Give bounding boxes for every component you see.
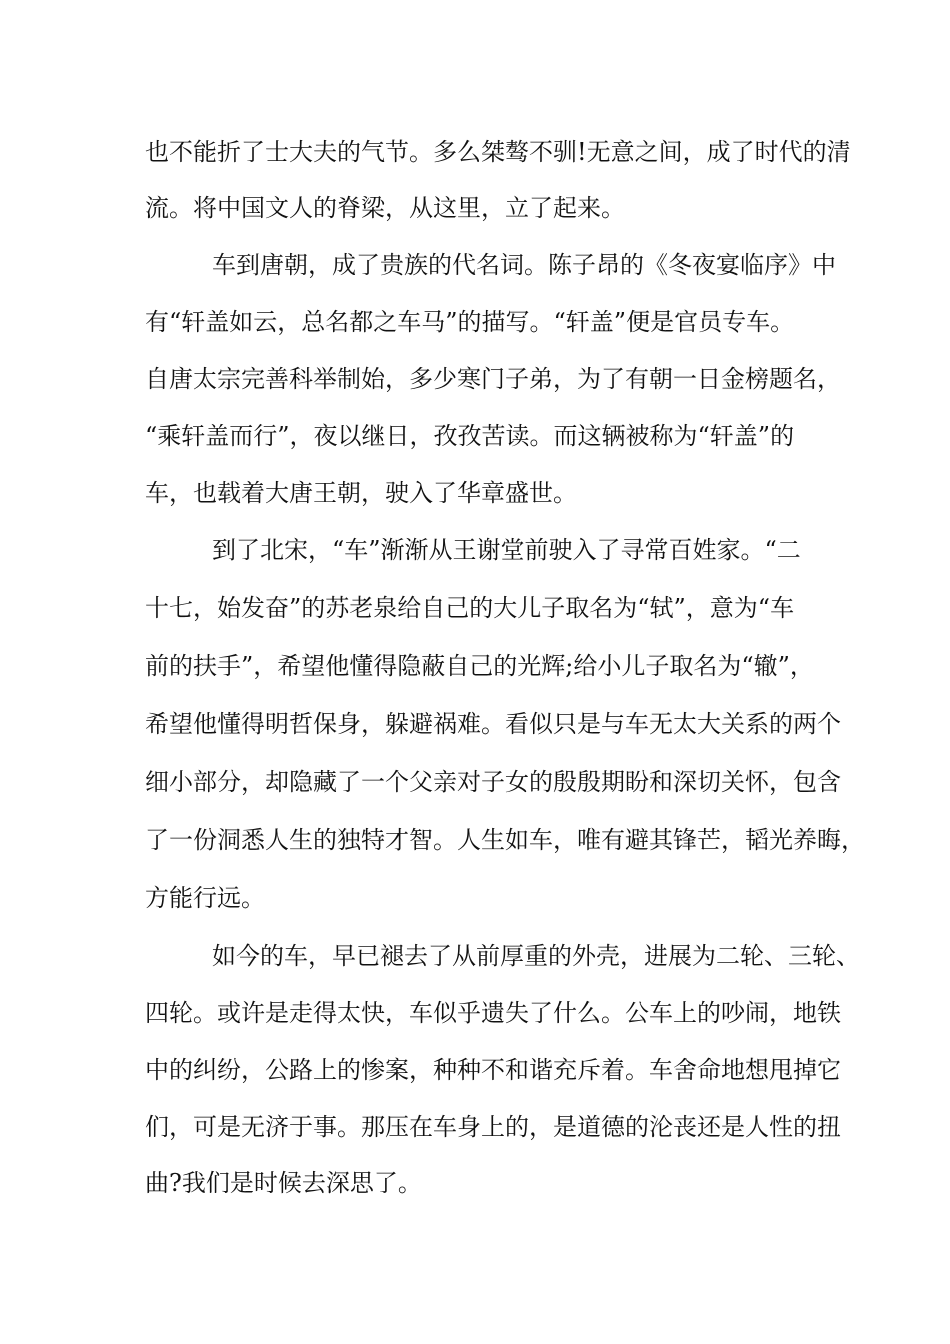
text-line: 到了北宋，“车”渐渐从王谢堂前驶入了寻常百姓家。“二 [212, 536, 801, 564]
text-line: 车，也载着大唐王朝，驶入了华章盛世。 [145, 479, 577, 507]
text-line: 四轮。或许是走得太快，车似乎遗失了什么。公车上的吵闹，地铁 [145, 999, 841, 1027]
text-line: 十七，始发奋”的苏老泉给自己的大儿子取名为“轼”，意为“车 [145, 594, 795, 622]
text-line: 们，可是无济于事。那压在车身上的，是道德的沦丧还是人性的扭 [145, 1113, 841, 1141]
text-line: 了一份洞悉人生的独特才智。人生如车，唯有避其锋芒，韬光养晦， [145, 826, 865, 854]
text-line: 有“轩盖如云，总名都之车马”的描写。“轩盖”便是官员专车。 [145, 308, 795, 336]
text-line: 细小部分，却隐藏了一个父亲对子女的殷殷期盼和深切关怀，包含 [145, 768, 841, 796]
text-line: 希望他懂得明哲保身，躲避祸难。看似只是与车无太大关系的两个 [145, 710, 841, 738]
text-line: 流。将中国文人的脊梁，从这里，立了起来。 [145, 194, 625, 222]
text-line: 中的纠纷，公路上的惨案，种种不和谐充斥着。车舍命地想甩掉它 [145, 1056, 841, 1084]
text-line: 方能行远。 [145, 884, 265, 912]
text-line: “乘轩盖而行”，夜以继日，孜孜苦读。而这辆被称为“轩盖”的 [145, 422, 795, 450]
text-line: 车到唐朝，成了贵族的代名词。陈子昂的《冬夜宴临序》中 [212, 251, 836, 279]
text-line: 也不能折了士大夫的气节。多么桀骜不驯!无意之间，成了时代的清 [145, 138, 851, 166]
text-line: 曲?我们是时候去深思了。 [145, 1169, 422, 1197]
text-line: 自唐太宗完善科举制始，多少寒门子弟，为了有朝一日金榜题名， [145, 365, 841, 393]
text-line: 如今的车，早已褪去了从前厚重的外壳，进展为二轮、三轮、 [212, 942, 860, 970]
text-line: 前的扶手”，希望他懂得隐蔽自己的光辉;给小儿子取名为“辙”， [145, 652, 814, 680]
